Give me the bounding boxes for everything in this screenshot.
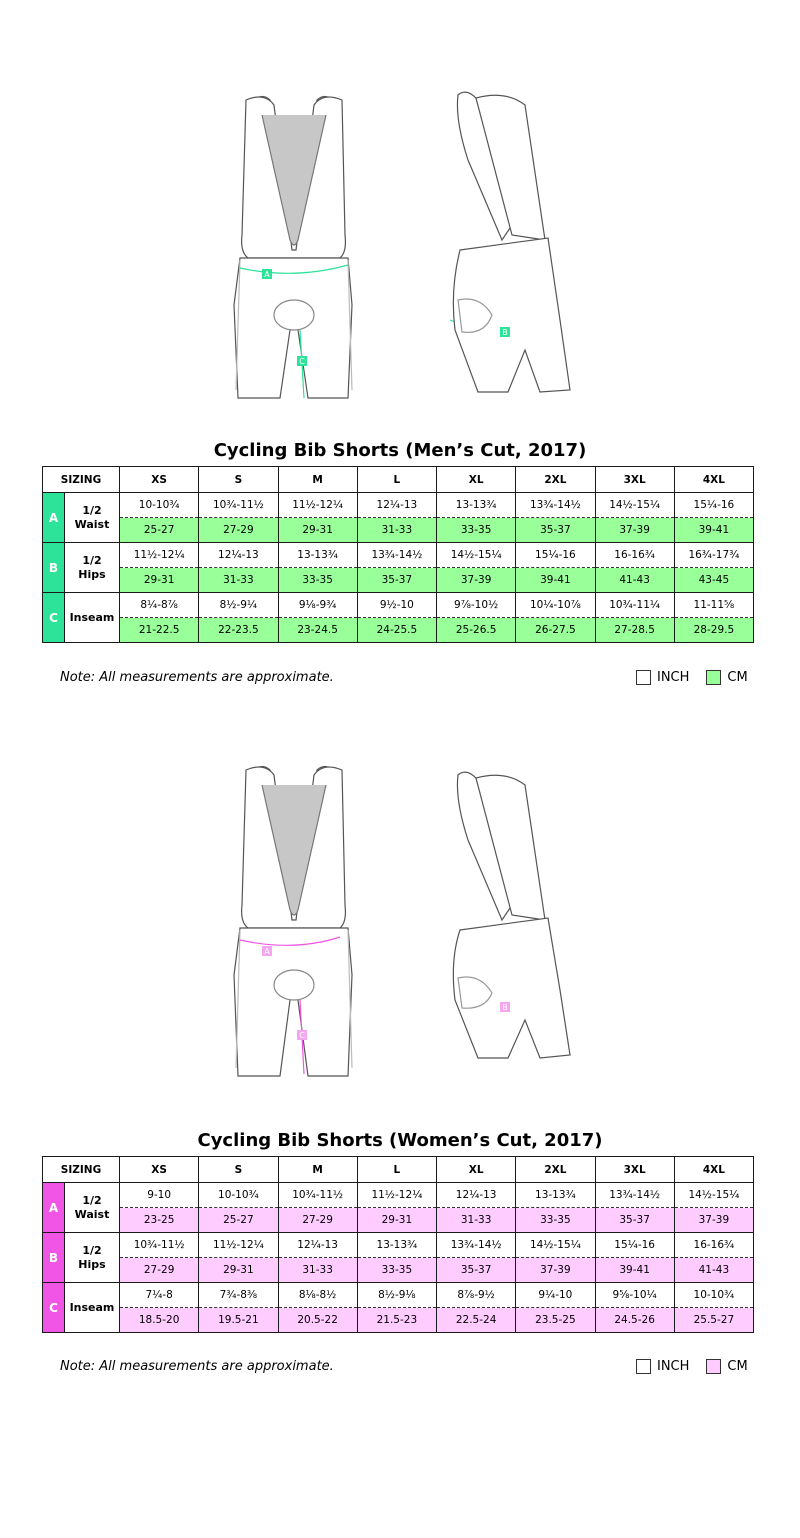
women-size-header: S — [199, 1157, 278, 1183]
women-cm-row — [43, 1258, 754, 1283]
men-inch-cell: 8¼-8⅞ — [120, 593, 199, 618]
men-inch-row — [43, 493, 754, 518]
men-cm-label: CM — [727, 670, 748, 685]
women-inch-cell: 10-10¾ — [674, 1283, 753, 1308]
men-inch-cell: 14½-15¼ — [437, 543, 516, 568]
women-inch-cell: 8⅛-8½ — [278, 1283, 357, 1308]
women-inch-cell: 14½-15¼ — [674, 1183, 753, 1208]
men-row-letter: B — [43, 543, 65, 593]
women-cm-cell: 33-35 — [516, 1208, 595, 1233]
men-size-header: XS — [120, 467, 199, 493]
men-sizing-header: SIZING — [43, 467, 120, 493]
women-size-header: XS — [120, 1157, 199, 1183]
women-cm-cell: 20.5-22 — [278, 1308, 357, 1333]
women-cm-cell: 24.5-26 — [595, 1308, 674, 1333]
men-cm-cell: 33-35 — [278, 568, 357, 593]
women-cm-row — [43, 1208, 754, 1233]
women-row-letter: B — [43, 1233, 65, 1283]
men-inch-cell: 11½-12¼ — [120, 543, 199, 568]
men-inch-cell: 11-11⅝ — [674, 593, 753, 618]
women-inch-row — [43, 1283, 754, 1308]
women-measurement-label — [65, 1183, 120, 1233]
women-inch-label: INCH — [657, 1359, 690, 1374]
women-bib-shorts-illustration — [0, 690, 800, 1100]
women-cm-cell: 29-31 — [357, 1208, 436, 1233]
women-size-header: XL — [437, 1157, 516, 1183]
women-inch-cell: 9⅝-10¼ — [595, 1283, 674, 1308]
svg-text:A: A — [264, 947, 270, 956]
women-measurement-label-line1: Inseam — [69, 1300, 115, 1314]
men-inch-cell: 10¾-11¼ — [595, 593, 674, 618]
svg-text:A: A — [264, 270, 270, 279]
men-cm-cell: 26-27.5 — [516, 618, 595, 643]
svg-text:C: C — [299, 357, 305, 366]
women-size-header: 2XL — [516, 1157, 595, 1183]
women-section — [0, 690, 800, 1390]
women-inch-swatch — [636, 1359, 651, 1374]
men-inch-cell: 10¼-10⅞ — [516, 593, 595, 618]
men-marker-a — [262, 269, 272, 279]
men-size-table — [42, 466, 754, 643]
women-cm-cell: 23-25 — [120, 1208, 199, 1233]
women-cm-cell: 25.5-27 — [674, 1308, 753, 1333]
women-cm-cell: 31-33 — [278, 1258, 357, 1283]
men-cm-cell: 23-24.5 — [278, 618, 357, 643]
women-cm-swatch — [706, 1359, 721, 1374]
men-inch-cell: 10-10¾ — [120, 493, 199, 518]
women-sizing-header: SIZING — [43, 1157, 120, 1183]
men-inch-label: INCH — [657, 670, 690, 685]
men-side-view — [453, 92, 570, 392]
men-cm-cell: 25-27 — [120, 518, 199, 543]
women-measurement-label — [65, 1283, 120, 1333]
men-size-header: S — [199, 467, 278, 493]
women-inch-row — [43, 1233, 754, 1258]
men-cm-cell: 27-29 — [199, 518, 278, 543]
men-size-header: M — [278, 467, 357, 493]
women-front-view — [234, 767, 352, 1077]
women-inch-cell: 12¼-13 — [437, 1183, 516, 1208]
women-inch-cell: 16-16¾ — [674, 1233, 753, 1258]
women-side-view — [453, 772, 570, 1058]
women-measurement-label-line1: 1/2 — [82, 1243, 102, 1257]
men-inch-cell: 12¼-13 — [199, 543, 278, 568]
women-cm-cell: 33-35 — [357, 1258, 436, 1283]
men-inch-cell: 16¾-17¾ — [674, 543, 753, 568]
men-note: Note: All measurements are approximate. — [60, 670, 334, 685]
women-cm-cell: 35-37 — [595, 1208, 674, 1233]
men-inch-cell: 9⅛-9¾ — [278, 593, 357, 618]
women-inch-cell: 13-13¾ — [516, 1183, 595, 1208]
women-inch-cell: 13¾-14½ — [437, 1233, 516, 1258]
men-marker-b — [500, 327, 510, 337]
women-cm-cell: 19.5-21 — [199, 1308, 278, 1333]
men-cm-cell: 31-33 — [199, 568, 278, 593]
women-marker-a — [262, 946, 272, 956]
women-inch-cell: 10¾-11½ — [278, 1183, 357, 1208]
women-inch-cell: 11½-12¼ — [357, 1183, 436, 1208]
women-size-header: 3XL — [595, 1157, 674, 1183]
men-measurement-label-line1: 1/2 — [82, 503, 102, 517]
men-cm-cell: 41-43 — [595, 568, 674, 593]
men-inch-cell: 13-13¾ — [437, 493, 516, 518]
women-inch-cell: 9¼-10 — [516, 1283, 595, 1308]
men-cm-row — [43, 568, 754, 593]
women-row-letter: A — [43, 1183, 65, 1233]
men-inch-cell: 11½-12¼ — [278, 493, 357, 518]
men-size-header: L — [357, 467, 436, 493]
men-inch-cell: 9⅞-10½ — [437, 593, 516, 618]
men-chart-title: Cycling Bib Shorts (Men’s Cut, 2017) — [213, 440, 587, 461]
men-cm-cell: 39-41 — [516, 568, 595, 593]
women-measurement-label-line2: Waist — [74, 1207, 110, 1221]
svg-text:B: B — [502, 1003, 508, 1012]
women-inch-cell: 15¼-16 — [595, 1233, 674, 1258]
men-header-row — [43, 467, 754, 493]
women-cm-cell: 37-39 — [674, 1208, 753, 1233]
men-size-header: 3XL — [595, 467, 674, 493]
men-inch-cell: 16-16¾ — [595, 543, 674, 568]
men-cm-cell: 39-41 — [674, 518, 753, 543]
men-measurement-label — [65, 593, 120, 643]
women-marker-b — [500, 1002, 510, 1012]
men-cm-cell: 28-29.5 — [674, 618, 753, 643]
men-cm-cell: 35-37 — [516, 518, 595, 543]
men-cm-cell: 27-28.5 — [595, 618, 674, 643]
men-cm-cell: 43-45 — [674, 568, 753, 593]
men-measurement-label-line1: Inseam — [69, 610, 115, 624]
women-cm-cell: 25-27 — [199, 1208, 278, 1233]
men-marker-c — [297, 356, 307, 366]
men-bib-shorts-illustration — [0, 0, 800, 410]
men-legend — [636, 670, 748, 685]
women-cm-cell: 27-29 — [278, 1208, 357, 1233]
men-cm-row — [43, 618, 754, 643]
men-section — [0, 0, 800, 700]
women-size-header: L — [357, 1157, 436, 1183]
women-legend — [636, 1359, 748, 1374]
women-cm-cell: 27-29 — [120, 1258, 199, 1283]
men-inch-cell: 13¾-14½ — [516, 493, 595, 518]
women-inch-cell: 13-13¾ — [357, 1233, 436, 1258]
women-inch-cell: 11½-12¼ — [199, 1233, 278, 1258]
men-inch-cell: 10¾-11½ — [199, 493, 278, 518]
men-cm-cell: 37-39 — [595, 518, 674, 543]
men-measurement-label-line2: Hips — [78, 567, 106, 581]
men-row-letter: A — [43, 493, 65, 543]
women-inch-row — [43, 1183, 754, 1208]
women-cm-cell: 21.5-23 — [357, 1308, 436, 1333]
women-inch-cell: 7¾-8⅜ — [199, 1283, 278, 1308]
women-cm-row — [43, 1308, 754, 1333]
women-measurement-label-line2: Hips — [78, 1257, 106, 1271]
women-cm-cell: 29-31 — [199, 1258, 278, 1283]
men-cm-cell: 35-37 — [357, 568, 436, 593]
men-cm-cell: 21-22.5 — [120, 618, 199, 643]
men-cm-swatch — [706, 670, 721, 685]
men-cm-cell: 33-35 — [437, 518, 516, 543]
men-inch-row — [43, 593, 754, 618]
women-inch-cell: 12¼-13 — [278, 1233, 357, 1258]
women-header-row — [43, 1157, 754, 1183]
men-measurement-label-line1: 1/2 — [82, 553, 102, 567]
men-cm-cell: 22-23.5 — [199, 618, 278, 643]
women-row-letter: C — [43, 1283, 65, 1333]
men-cm-cell: 37-39 — [437, 568, 516, 593]
men-size-header: XL — [437, 467, 516, 493]
women-inch-cell: 13¾-14½ — [595, 1183, 674, 1208]
women-cm-cell: 39-41 — [595, 1258, 674, 1283]
women-note: Note: All measurements are approximate. — [60, 1359, 334, 1374]
women-cm-cell: 22.5-24 — [437, 1308, 516, 1333]
men-front-view — [234, 97, 352, 399]
men-row-letter: C — [43, 593, 65, 643]
men-inch-cell: 13-13¾ — [278, 543, 357, 568]
women-size-header: M — [278, 1157, 357, 1183]
men-cm-cell: 25-26.5 — [437, 618, 516, 643]
women-measurement-label — [65, 1233, 120, 1283]
men-inch-cell: 8½-9¼ — [199, 593, 278, 618]
women-cm-cell: 35-37 — [437, 1258, 516, 1283]
men-inch-cell: 9½-10 — [357, 593, 436, 618]
men-inch-row — [43, 543, 754, 568]
women-inch-cell: 8½-9⅛ — [357, 1283, 436, 1308]
women-inch-cell: 14½-15¼ — [516, 1233, 595, 1258]
svg-text:C: C — [299, 1031, 305, 1040]
women-cm-cell: 18.5-20 — [120, 1308, 199, 1333]
women-cm-cell: 23.5-25 — [516, 1308, 595, 1333]
men-inch-cell: 15¼-16 — [516, 543, 595, 568]
women-marker-c — [297, 1030, 307, 1040]
men-inch-cell: 15¼-16 — [674, 493, 753, 518]
women-inch-cell: 10¾-11½ — [120, 1233, 199, 1258]
women-inch-cell: 7¼-8 — [120, 1283, 199, 1308]
women-measurement-label-line1: 1/2 — [82, 1193, 102, 1207]
men-inch-cell: 13¾-14½ — [357, 543, 436, 568]
men-size-header: 4XL — [674, 467, 753, 493]
men-measurement-label — [65, 493, 120, 543]
men-cm-cell: 31-33 — [357, 518, 436, 543]
women-inch-cell: 10-10¾ — [199, 1183, 278, 1208]
women-cm-cell: 37-39 — [516, 1258, 595, 1283]
women-cm-label: CM — [727, 1359, 748, 1374]
men-cm-cell: 24-25.5 — [357, 618, 436, 643]
men-inch-cell: 12¼-13 — [357, 493, 436, 518]
men-cm-cell: 29-31 — [278, 518, 357, 543]
men-measurement-label — [65, 543, 120, 593]
svg-text:B: B — [502, 328, 508, 337]
men-measurement-label-line2: Waist — [74, 517, 110, 531]
women-size-table — [42, 1156, 754, 1333]
men-size-header: 2XL — [516, 467, 595, 493]
women-inch-cell: 9-10 — [120, 1183, 199, 1208]
men-inch-swatch — [636, 670, 651, 685]
women-chart-title: Cycling Bib Shorts (Women’s Cut, 2017) — [197, 1130, 603, 1151]
men-cm-cell: 29-31 — [120, 568, 199, 593]
men-inch-cell: 14½-15¼ — [595, 493, 674, 518]
men-cm-row — [43, 518, 754, 543]
women-cm-cell: 31-33 — [437, 1208, 516, 1233]
women-size-header: 4XL — [674, 1157, 753, 1183]
women-inch-cell: 8⅞-9½ — [437, 1283, 516, 1308]
women-cm-cell: 41-43 — [674, 1258, 753, 1283]
